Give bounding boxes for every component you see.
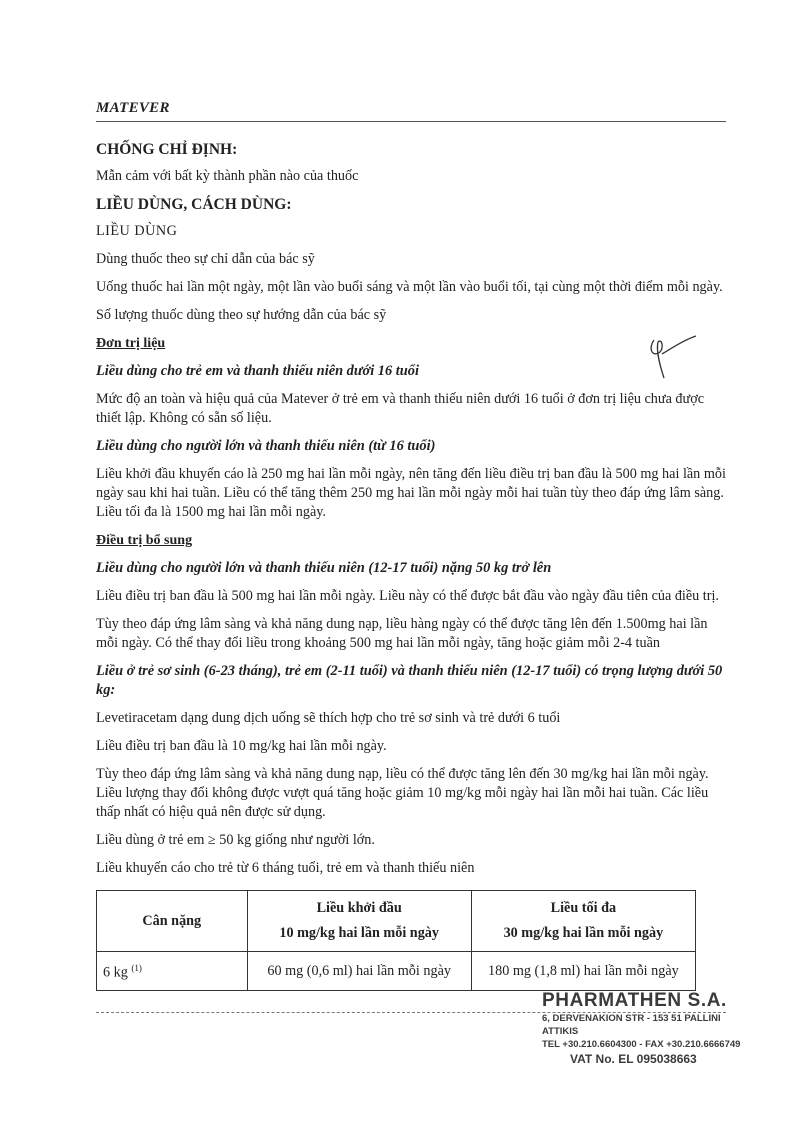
table-header-start	[247, 891, 471, 952]
stamp-company: PHARMATHEN S.A.	[542, 990, 727, 1011]
stamp-address: 6, DERVENAKION STR - 153 51 PALLINI ATTIKIS	[542, 1013, 721, 1037]
table-header-start-sub: 10 mg/kg hai lần mỗi ngày	[279, 925, 439, 941]
adjunctive-child-text: Tùy theo đáp ứng lâm sàng và khả năng dung nạp, liều có thể được tăng lên đến 30 mg/kg hai lần mỗi ngày. Liều lượng thay đổi không được vượt quá tăng hoặc giảm 10 mg/kg mỗi ngày hai lần mỗi hai tuần. Các liều thấp nhất có hiệu quả nên được sử dụng.	[96, 766, 709, 820]
dose-table	[96, 890, 696, 991]
footnote-ref: (1)	[131, 963, 142, 974]
table-header-start-title: Liều khởi đầu	[316, 900, 402, 916]
monotherapy-children-heading: Liều dùng cho trẻ em và thanh thiếu niên dưới 16 tuổi	[96, 363, 419, 379]
table-cell-start: 60 mg (0,6 ml) hai lần mỗi ngày	[247, 952, 471, 991]
adjunctive-heading: Điều trị bổ sung	[96, 533, 193, 548]
dosage-paragraph: Số lượng thuốc dùng theo sự hướng dẫn của bác sỹ	[96, 307, 387, 323]
table-header-max-sub: 30 mg/kg hai lần mỗi ngày	[503, 925, 664, 941]
adjunctive-adult-text: Tùy theo đáp ứng lâm sàng và khả năng dung nạp, liều hàng ngày có thể được tăng lên đến 1.500mg hai lần mỗi ngày. Có thể thay đổi liều trong khoảng 500 mg hai lần mỗi ngày, tăng hoặc giảm mỗi 2-4 tuần	[96, 616, 708, 651]
adjunctive-child-text: Liều điều trị ban đầu là 10 mg/kg hai lần mỗi ngày.	[96, 738, 387, 754]
dosage-subheading: LIỀU DÙNG	[96, 223, 178, 239]
document-header-title: MATEVER	[96, 100, 170, 116]
stamp-vat: VAT No. EL 095038663	[570, 1052, 697, 1066]
table-header-row	[97, 891, 696, 952]
document-body	[96, 140, 730, 991]
table-header-max-title: Liều tối đa	[550, 900, 617, 916]
adjunctive-child-text: Liều dùng ở trẻ em ≥ 50 kg giống như người lớn.	[96, 832, 375, 848]
adjunctive-adult-heading: Liều dùng cho người lớn và thanh thiếu niên (12-17 tuổi) nặng 50 kg trở lên	[96, 560, 552, 576]
table-row	[97, 952, 696, 991]
contraindications-text: Mẫn cảm với bất kỳ thành phần nào của thuốc	[96, 168, 359, 184]
monotherapy-adult-text: Liều khởi đầu khuyến cáo là 250 mg hai lần mỗi ngày, nên tăng đến liều điều trị ban đầu là 500 mg hai lần mỗi ngày sau khi hai tuần. Liều có thể tăng thêm 250 mg hai lần mỗi ngày mỗi hai tuần tùy theo đáp ứng lâm sàng. Liều tối đa là 1500 mg hai lần mỗi ngày.	[96, 466, 726, 520]
monotherapy-adult-heading: Liều dùng cho người lớn và thanh thiếu niên (từ 16 tuổi)	[96, 438, 436, 454]
monotherapy-heading: Đơn trị liệu	[96, 336, 166, 351]
monotherapy-children-text: Mức độ an toàn và hiệu quả của Matever ở trẻ em và thanh thiếu niên dưới 16 tuổi ở đơn trị liệu chưa được thiết lập. Không có sẵn số liệu.	[96, 391, 705, 426]
dosage-heading: LIỀU DÙNG, CÁCH DÙNG:	[96, 196, 292, 213]
table-cell-max: 180 mg (1,8 ml) hai lần mỗi ngày	[471, 952, 695, 991]
adjunctive-child-text: Levetiracetam dạng dung dịch uống sẽ thích hợp cho trẻ sơ sinh và trẻ dưới 6 tuổi	[96, 710, 561, 726]
dosage-paragraph: Uống thuốc hai lần một ngày, một lần vào buổi sáng và một lần vào buổi tối, tại cùng một thời điểm mỗi ngày.	[96, 279, 723, 295]
table-cell-weight	[97, 952, 248, 991]
weight-value: 6 kg	[103, 964, 128, 981]
table-header-weight: Cân nặng	[97, 891, 248, 952]
adjunctive-child-heading: Liều ở trẻ sơ sinh (6-23 tháng), trẻ em (2-11 tuổi) và thanh thiếu niên (12-17 tuổi) có trọng lượng dưới 50 kg:	[96, 663, 723, 698]
contraindications-heading: CHỐNG CHỈ ĐỊNH:	[96, 141, 238, 158]
stamp-phone: TEL +30.210.6604300 - FAX +30.210.6666749	[542, 1039, 741, 1050]
adjunctive-child-text: Liều khuyến cáo cho trẻ từ 6 tháng tuổi, trẻ em và thanh thiếu niên	[96, 860, 475, 876]
dosage-paragraph: Dùng thuốc theo sự chỉ dẫn của bác sỹ	[96, 251, 315, 267]
company-stamp	[542, 990, 742, 1067]
adjunctive-adult-text: Liều điều trị ban đầu là 500 mg hai lần mỗi ngày. Liều này có thể được bắt đầu vào ngày đầu tiên của điều trị.	[96, 588, 719, 604]
header-divider	[96, 121, 726, 122]
table-header-max	[471, 891, 695, 952]
